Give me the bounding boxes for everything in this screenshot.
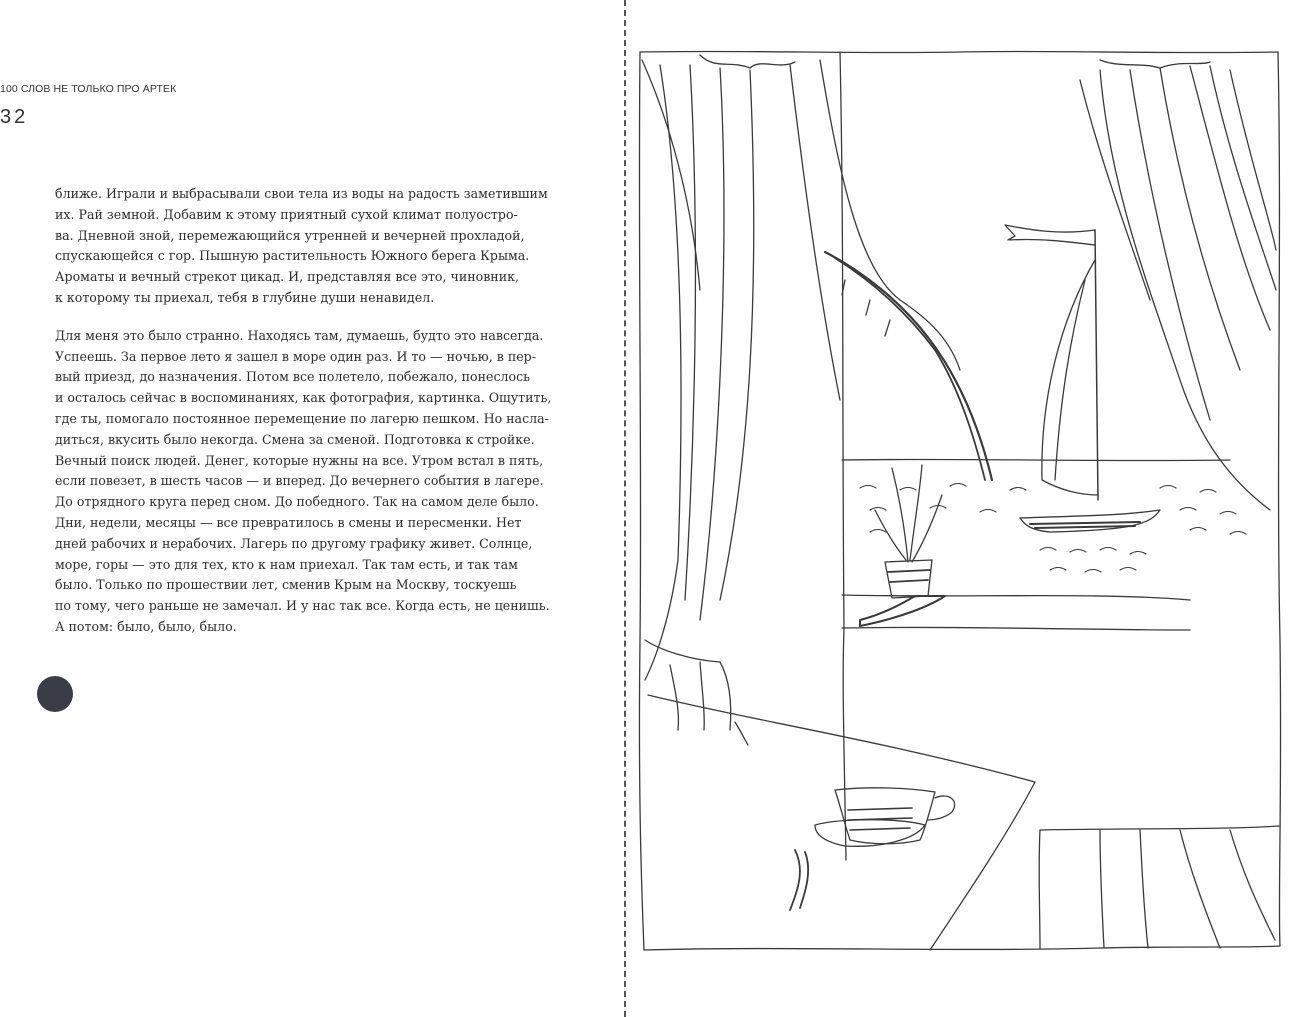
text-line: море, горы — это для тех, кто к нам приехал. Так там есть, и так там <box>55 556 518 572</box>
table-with-cup-drawing <box>648 695 1035 950</box>
left-curtain <box>642 55 960 730</box>
text-line: диться, вкусить было некогда. Смена за сменой. Подготовка к стройке. <box>55 431 535 447</box>
text-line: дней рабочих и нерабочих. Лагерь по другому графику живет. Солнце, <box>55 535 533 551</box>
page-fold-dashed-line <box>624 0 626 1017</box>
left-page <box>0 0 624 1017</box>
text-line: Ароматы и вечный стрекот цикад. И, представляя все это, чиновник, <box>55 269 519 285</box>
text-line: ближе. Играли и выбрасывали свои тела из воды на радость заметившим <box>55 186 548 201</box>
pencil-illustration <box>630 40 1294 964</box>
decorative-dot <box>37 676 73 712</box>
paragraph-1 <box>55 184 548 309</box>
text-line: их. Рай земной. Добавим к этому приятный сухой климат полуостро- <box>55 206 518 222</box>
text-line: До отрядного круга перед сном. До победного. Так на самом деле было. <box>55 494 539 510</box>
illustration-drawing <box>630 40 1294 964</box>
text-line: если повезет, в шесть часов — и вперед. До вечернего события в лагере. <box>55 473 544 489</box>
text-line: где ты, помогало постоянное перемещение по лагерю пешком. Но насла- <box>55 410 549 426</box>
text-line: А потом: было, было, было. <box>55 618 237 634</box>
page-number: 32 <box>0 106 29 128</box>
text-line: спускающейся с гор. Пышную растительность Южного берега Крыма. <box>55 248 530 264</box>
text-line: к которому ты приехал, тебя в глубине души ненавидел. <box>55 289 435 305</box>
text-line: было. Только по прошествии лет, сменив Крым на Москву, тоскуешь <box>55 577 517 593</box>
text-line: Для меня это было странно. Находясь там, думаешь, будто это навсегда. <box>55 327 544 343</box>
text-line: ва. Дневной зной, перемежающийся утренней и вечерней прохладой, <box>55 227 525 243</box>
floor-boards <box>1039 830 1275 948</box>
right-curtain <box>1080 60 1276 510</box>
text-line: по тому, чего раньше не замечал. И у нас так все. Когда есть, не ценишь. <box>55 598 550 614</box>
text-line: и осталось сейчас в воспоминаниях, как фотография, картинка. Ощутить, <box>55 390 552 406</box>
text-line: Дни, недели, месяцы — все превратилось в смены и пересменки. Нет <box>55 514 522 530</box>
text-line: Вечный поиск людей. Денег, которые нужны на все. Утром встал в пять, <box>55 452 544 468</box>
running-title: 100 СЛОВ НЕ ТОЛЬКО ПРО АРТЕК <box>0 83 177 95</box>
text-line: Успеешь. За первое лето я зашел в море один раз. И то — ночью, в пер- <box>55 348 536 364</box>
window-opening <box>840 52 1280 860</box>
text-line: вый приезд, до назначения. Потом все полетело, побежало, понеслось <box>55 369 530 385</box>
paragraph-2 <box>55 326 552 638</box>
sailboat-drawing <box>1005 225 1160 532</box>
body-text <box>55 184 552 638</box>
cliff-drawing <box>825 252 992 480</box>
